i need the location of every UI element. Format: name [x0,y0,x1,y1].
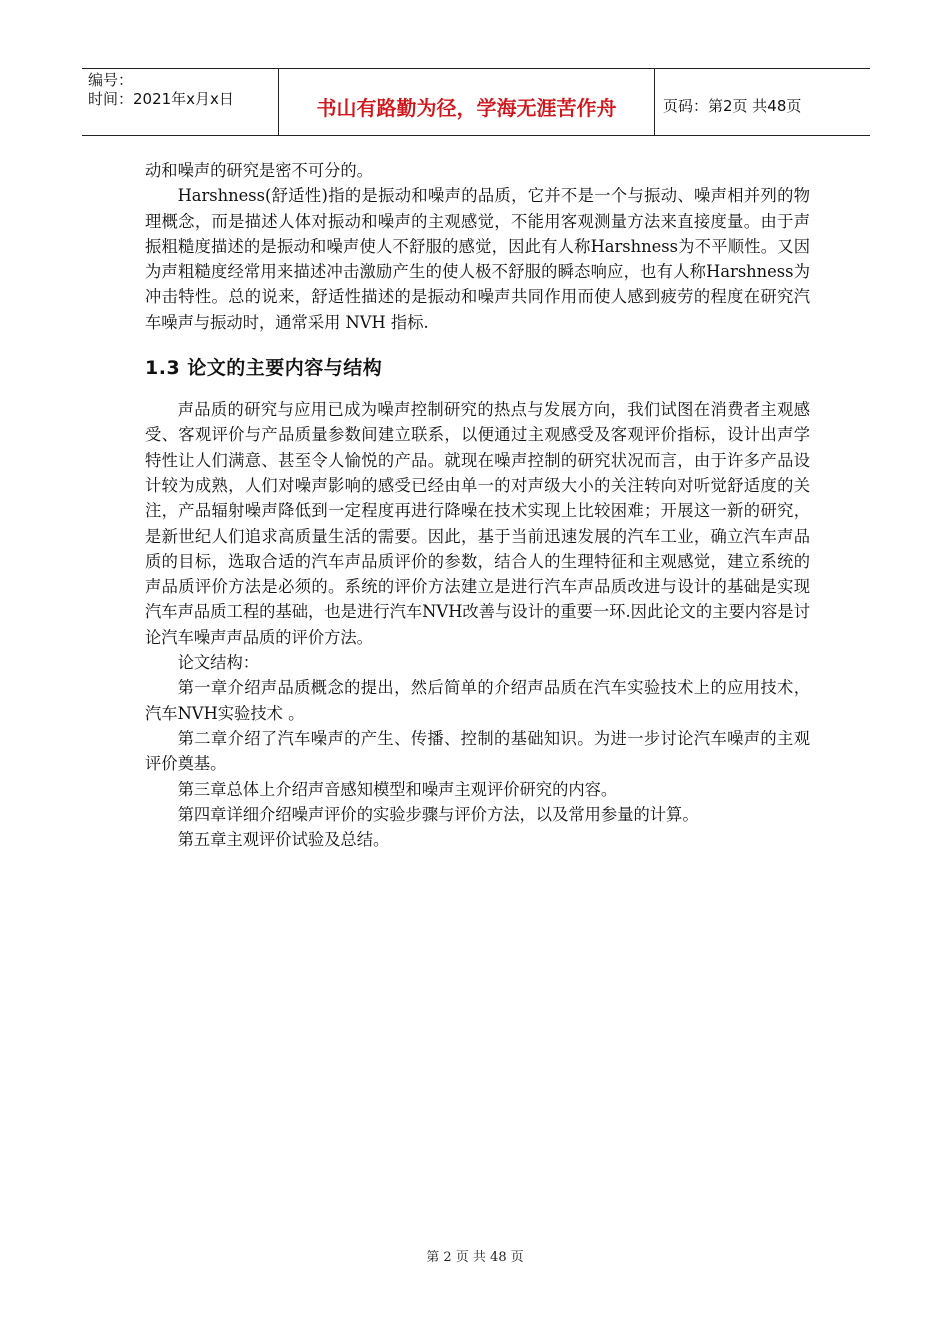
paragraph-continuation: 动和噪声的研究是密不可分的。 [145,161,373,180]
header-page-info: 页码：第2页 共48页 [663,96,802,115]
header-motto: 书山有路勤为径，学海无涯苦作舟 [279,69,655,135]
paragraph-structure-label: 论文结构： [177,653,260,673]
section-heading: 1.3 论文的主要内容与结构 [145,357,383,380]
document-time: 时间：2021年x月x日 [88,90,234,108]
paragraph-chapter-2: 第二章介绍了汽车噪声的产生、传播、控制的基础知识。为进一步讨论汽车噪声的主观评价奠基。 [145,728,810,774]
paragraph-chapter-1: 第一章介绍声品质概念的提出，然后简单的介绍声品质在汽车实验技术上的应用技术，汽车NVH实验技术 。 [145,678,810,723]
document-body [145,158,810,852]
page-header [82,68,870,136]
paragraph-harshness: Harshness(舒适性)指的是振动和噪声的品质，它并不是一个与振动、噪声相并列的物理概念，而是描述人体对振动和噪声的主观感觉，不能用客观测量方法来直接度量。由于声振粗糙度描述的是振动和噪声使人不舒服的感觉，因此有人称Harshness为不平顺性。又因为声粗糙度经常用来描述冲击激励产生的使人极不舒服的瞬态响应，也有人称Harshness为冲击特性。总的说来，舒适性描述的是振动和噪声共同作用而使人感到疲劳的程度在研究汽车噪声与振动时，通常采用 NVH 指标. [145,186,810,332]
document-code-label: 编号： [88,71,134,89]
paragraph-main-content: 声品质的研究与应用已成为噪声控制研究的热点与发展方向，我们试图在消费者主观感受、客观评价与产品质量参数间建立联系，以便通过主观感受及客观评价指标，设计出声学特性让人们满意、甚至令人愉悦的产品。就现在噪声控制的研究状况而言，由于许多产品设计较为成熟，人们对噪声影响的感受已经由单一的对声级大小的关注转向对听觉舒适度的关注，产品辐射噪声降低到一定程度再进行降噪在技术实现上比较困难；开展这一新的研究，是新世纪人们追求高质量生活的需要。因此，基于当前迅速发展的汽车工业，确立汽车声品质的目标，选取合适的汽车声品质评价的参数，结合人的生理特征和主观感觉，建立系统的声品质评价方法是必须的。系统的评价方法建立是进行汽车声品质改进与设计的基础是实现汽车声品质工程的基础，也是进行汽车NVH改善与设计的重要一环.因此论文的主要内容是讨论汽车噪声声品质的评价方法。 [145,400,810,647]
page-footer: 第 2 页 共 48 页 [426,1250,524,1265]
paragraph-chapter-4: 第四章详细介绍噪声评价的实验步骤与评价方法，以及常用参量的计算。 [177,804,699,824]
paragraph-chapter-3: 第三章总体上介绍声音感知模型和噪声主观评价研究的内容。 [177,779,618,799]
header-meta [82,69,279,135]
paragraph-chapter-5: 第五章主观评价试验及总结。 [177,830,390,850]
